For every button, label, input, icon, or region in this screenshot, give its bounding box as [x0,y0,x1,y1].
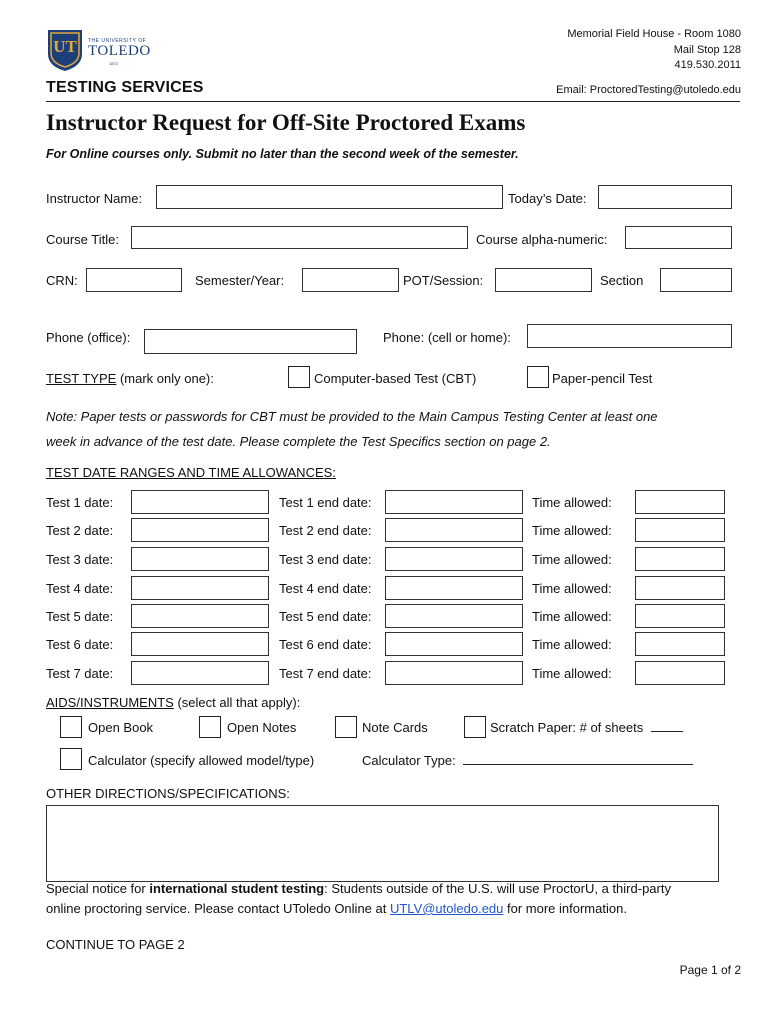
test-end-date-label: Test 4 end date: [279,581,372,596]
test-date-label: Test 7 date: [46,666,114,681]
time-allowed-input[interactable] [635,518,725,542]
cbt-checkbox[interactable] [288,366,310,388]
time-allowed-input[interactable] [635,604,725,628]
time-allowed-label: Time allowed: [532,581,612,596]
calculator-label: Calculator (specify allowed model/type) [88,753,315,768]
aids-heading-row [46,695,300,710]
page-subtitle: For Online courses only. Submit no later than the second week of the semester. [46,147,519,161]
calculator-type-blank[interactable] [463,754,693,765]
test-end-date-label: Test 6 end date: [279,637,372,652]
time-allowed-label: Time allowed: [532,523,612,538]
logo-emblem: UT [53,37,77,56]
page-number: Page 1 of 2 [679,963,741,977]
crn-input[interactable] [86,268,182,292]
test-end-date-input[interactable] [385,632,523,656]
test-date-label: Test 6 date: [46,637,114,652]
notice-line2-pre: online proctoring service. Please contact UToledo Online at [46,901,390,916]
paper-test-checkbox[interactable] [527,366,549,388]
notice-bold: international student testing [149,881,325,896]
address-block [556,27,741,98]
test-end-date-input[interactable] [385,490,523,514]
test-date-input[interactable] [131,518,269,542]
address-line: 419.530.2011 [674,59,741,71]
test-date-input[interactable] [131,547,269,571]
address-line: Mail Stop 128 [673,43,741,56]
time-allowed-input[interactable] [635,661,725,685]
note-line-2: week in advance of the test date. Please complete the Test Specifics section on page 2. [46,434,551,449]
crn-label: CRN: [46,273,78,288]
note-cards-checkbox[interactable] [335,716,357,738]
test-type-note: (mark only one): [119,371,214,386]
test-date-label: Test 4 date: [46,581,114,596]
test-end-date-input[interactable] [385,547,523,571]
department-name: TESTING SERVICES [46,79,204,96]
time-allowed-input[interactable] [635,576,725,600]
logo-line2: TOLEDO [88,43,151,59]
course-alpha-input[interactable] [625,226,732,249]
section-input[interactable] [660,268,732,292]
aids-heading: AIDS/INSTRUMENTS [46,695,174,710]
pot-session-label: POT/Session: [403,273,484,288]
instructor-name-label: Instructor Name: [46,191,143,206]
open-book-label: Open Book [88,720,154,735]
utlv-email-link[interactable]: UTLV@utoledo.edu [389,901,504,916]
other-directions-textarea[interactable] [46,805,719,882]
open-notes-label: Open Notes [227,720,297,735]
test-end-date-label: Test 3 end date: [279,552,372,567]
notice-rest: : Students outside of the U.S. will use ProctorU, a third-party [324,881,671,896]
phone-office-label: Phone (office): [46,330,131,345]
test-end-date-input[interactable] [385,576,523,600]
open-book-checkbox[interactable] [60,716,82,738]
todays-date-label: Today’s Date: [508,191,587,206]
test-end-date-label: Test 1 end date: [279,495,372,510]
test-date-input[interactable] [131,576,269,600]
scratch-paper-label: Scratch Paper: # of sheets [490,720,644,735]
time-allowed-label: Time allowed: [532,609,612,624]
course-title-input[interactable] [131,226,468,249]
time-allowed-label: Time allowed: [532,637,612,652]
address-email: Email: ProctoredTesting@utoledo.edu [556,83,741,96]
notice-prefix: Special notice for [46,881,150,896]
semester-year-label: Semester/Year: [195,273,285,288]
test-end-date-label: Test 2 end date: [279,523,372,538]
calculator-checkbox[interactable] [60,748,82,770]
paper-test-label: Paper-pencil Test [552,371,653,386]
time-allowed-input[interactable] [635,632,725,656]
aids-heading-note: (select all that apply): [177,695,301,710]
test-type-heading: TEST TYPE [46,371,117,386]
scratch-sheets-blank[interactable] [651,721,683,732]
course-alpha-label: Course alpha-numeric: [476,232,608,247]
scratch-paper-row [490,720,683,735]
cbt-label: Computer-based Test (CBT) [314,371,477,386]
note-cards-label: Note Cards [362,720,428,735]
time-allowed-label: Time allowed: [532,666,612,681]
instructor-name-input[interactable] [156,185,503,209]
calculator-type-row [362,753,693,768]
test-end-date-label: Test 5 end date: [279,609,372,624]
test-date-input[interactable] [131,490,269,514]
notice-line2-post: for more information. [503,901,627,916]
test-date-input[interactable] [131,604,269,628]
international-notice-line2 [46,901,627,916]
test-dates-heading: TEST DATE RANGES AND TIME ALLOWANCES: [46,465,336,480]
note-line-1: Note: Paper tests or passwords for CBT must be provided to the Main Campus Testing Center at least one [46,409,658,424]
time-allowed-input[interactable] [635,490,725,514]
course-title-label: Course Title: [46,232,119,247]
logo-year: 1872 [109,61,118,66]
address-line: Memorial Field House - Room 1080 [567,28,741,40]
international-notice-line1 [46,881,671,896]
test-date-label: Test 3 date: [46,552,114,567]
page-title: Instructor Request for Off-Site Proctored Exams [46,110,526,135]
header-divider [46,101,740,102]
test-date-input[interactable] [131,661,269,685]
test-end-date-label: Test 7 end date: [279,666,372,681]
phone-office-input[interactable] [144,329,357,354]
calculator-type-label: Calculator Type: [362,753,456,768]
time-allowed-input[interactable] [635,547,725,571]
scratch-paper-checkbox[interactable] [464,716,486,738]
todays-date-input[interactable] [598,185,732,209]
test-end-date-input[interactable] [385,604,523,628]
test-date-label: Test 2 date: [46,523,114,538]
other-directions-label: OTHER DIRECTIONS/SPECIFICATIONS: [46,786,290,801]
test-type-label [46,371,214,386]
pot-session-input[interactable] [495,268,592,292]
test-date-input[interactable] [131,632,269,656]
time-allowed-label: Time allowed: [532,495,612,510]
test-date-label: Test 5 date: [46,609,114,624]
open-notes-checkbox[interactable] [199,716,221,738]
university-logo [46,28,156,72]
test-end-date-input[interactable] [385,661,523,685]
test-date-label: Test 1 date: [46,495,114,510]
semester-year-input[interactable] [302,268,399,292]
continue-label: CONTINUE TO PAGE 2 [46,937,185,952]
phone-cell-label: Phone: (cell or home): [383,330,511,345]
logo-line1: THE UNIVERSITY OF [88,38,147,44]
test-end-date-input[interactable] [385,518,523,542]
section-label: Section [600,273,644,288]
time-allowed-label: Time allowed: [532,552,612,567]
phone-cell-input[interactable] [527,324,732,348]
